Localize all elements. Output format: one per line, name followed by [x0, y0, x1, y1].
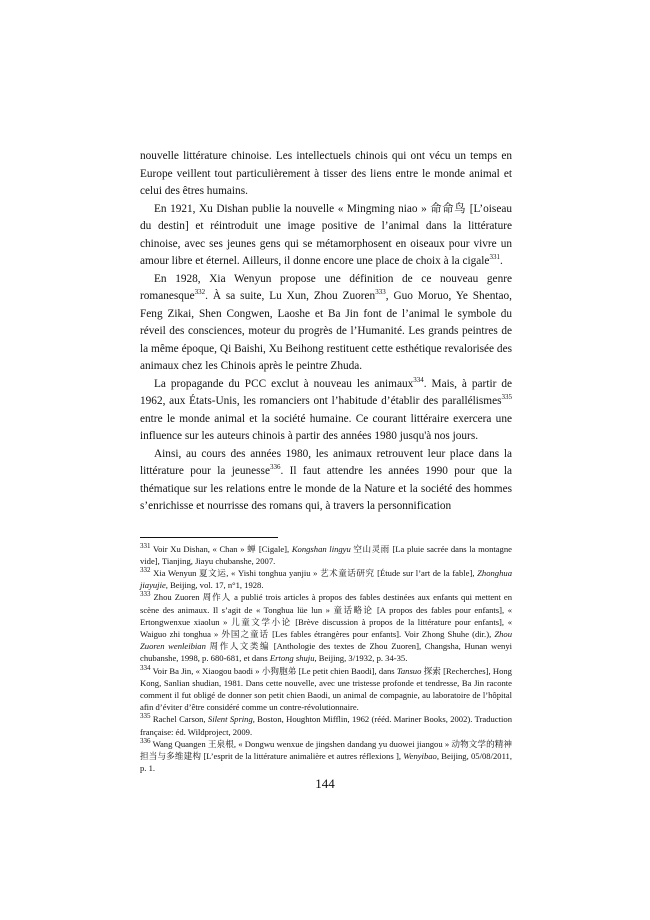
footnote-number: 336 — [140, 736, 151, 745]
footnote-title: Zhou Zuoren wenleibian — [140, 628, 512, 652]
footnote-ref[interactable]: 334 — [413, 375, 424, 384]
paragraph-text: entre le monde animal et la société humaine. Ce courant littéraire exercera une influence sur les auteurs chinois à partir des années 1980 jusqu'à nos jours. — [140, 412, 512, 442]
paragraph-text: La propagande du PCC exclut à nouveau les animaux — [154, 377, 414, 390]
footnote-text: 周作人文类编 [Anthologie des textes de Zhou Zuoren], Changsha, Hunan wenyi chubanshe, 1998, p. 680-681, et dans — [140, 641, 512, 664]
paragraph — [140, 271, 512, 376]
paragraph-text: . — [499, 255, 503, 267]
footnote-text: Xia Wenyun 夏文运, « Yishi tonghua yanjiu » 艺术童话研究 [Étude sur l’art de la fable], — [150, 567, 478, 578]
footnote-text: 空山灵雨 [La pluie sacrée dans la montagne vide], Tianjing, Jiayu chubanshe, 2007. — [140, 543, 512, 566]
paragraph-text: . Il faut attendre les années 1990 pour que la thématique sur les relations entre le monde de la Nature et la société des hommes s’enrichisse et nourrisse des romans qui, à travers la personnification — [140, 465, 513, 512]
footnote-text: Voir Xu Dishan, « Chan » 蝉 [Cigale], — [150, 543, 292, 554]
footnote-ref[interactable]: 335 — [501, 393, 512, 402]
paragraph-text: Ainsi, au cours des années 1980, les animaux retrouvent leur place dans la littérature pour la jeunesse — [140, 447, 512, 477]
footnote-number: 333 — [140, 590, 151, 599]
page-number: 144 — [315, 776, 335, 791]
paragraph — [140, 148, 512, 201]
footnote-text: Zhou Zuoren 周作人 a publié trois articles à propos des fables destinées aux enfants qui mettent en scène des animaux. Il s’agit de « Tonghua lüe lun » 童话略论 [A propos des fables pour enfants], « Ertongwenxue xiaolun » 儿童文学小论 [Brève discussion à propos de la littérature pour enfants], « Waiguo zhi tonghua » 外国之童话 [Les fables étrangères pour enfants]. Voir Zhong Shuhe (dir.), — [140, 592, 512, 639]
footnote-text: Wang Quangen 王泉根, « Dongwu wenxue de jingshen dandang yu duowei jiangou » 动物文学的精神担当与多维建构 [L’esprit de la littérature animalière et autres réflexions ], — [140, 738, 512, 761]
footnote-ref[interactable]: 332 — [194, 288, 206, 297]
footnote-title: Zhonghua jiayujie, — [140, 567, 512, 591]
footnote-ref[interactable]: 331 — [489, 253, 500, 262]
footnote-335 — [140, 713, 512, 737]
footnote-title: Kongshan lingyu — [291, 543, 351, 554]
footnote-number: 335 — [140, 712, 151, 721]
footnote-number: 334 — [140, 663, 151, 672]
footnote-333 — [140, 591, 512, 664]
footnote-336 — [140, 738, 512, 775]
footnote-ref[interactable]: 336 — [269, 463, 281, 472]
footnote-text: 探索 [Recherches], Hong Kong, Sanlian shudian, 1981. Dans cette nouvelle, avec une tristesse profonde et tendresse, Ba Jin raconte comment il fut obligé de donner son petit chien Baodi, un animal de compagnie, au laboratoire de l’hôpital afin d’éviter d’être considéré comme un contre-révolutionnaire. — [140, 665, 512, 713]
paragraph-text: En 1928, Xia Wenyun propose une définition de ce nouveau genre romanesque — [140, 272, 512, 302]
paragraph-text: En 1921, Xu Dishan publie la nouvelle « Mingming niao » 命命鸟 [L’oiseau du destin] et réintroduit une image positive de l’animal dans la littérature chinoise, avec ses jeunes gens qui se métamorphosent en oiseaux pour vivre un amour libre et éternel. Ailleurs, il donne encore une place de choix à la cigale — [140, 202, 512, 267]
paragraph-text: . À sa suite, Lu Xun, Zhou Zuoren — [205, 290, 376, 302]
footnote-title: Ertong shuju — [269, 653, 315, 664]
page-content — [140, 148, 512, 774]
footnote-text: Voir Ba Jin, « Xiaogou baodi » 小狗胞弟 [Le petit chien Baodi], dans — [150, 665, 397, 676]
footnote-text: Beijing, 05/08/2011, p. 1. — [140, 750, 512, 774]
footnote-number: 332 — [140, 566, 151, 575]
footnote-title: Wenyibao, — [403, 750, 439, 761]
paragraph-text: . Mais, à partir de 1962, aux États-Unis, les romanciers ont l’habitude d’établir des parallélismes — [140, 377, 512, 407]
footnote-332 — [140, 567, 512, 591]
footnote-number: 331 — [140, 541, 151, 550]
paragraph-text: , Guo Moruo, Ye Shentao, Feng Zikai, Shen Congwen, Laoshe et Ba Jin font de l’animal le symbole du réveil des consciences, moteur du progrès de l’Humanité. Les grands peintres de la même époque, Qi Baishi, Xu Beihong restituent cette esthétique revalorisée des animaux chez les Chinois après le peintre Zhuda. — [140, 290, 512, 372]
footnote-title: Tansuo — [396, 665, 422, 676]
footnote-title: Silent Spring — [207, 714, 253, 725]
paragraph — [140, 201, 512, 271]
footnote-text: , Beijing, 3/1932, p. 34-35. — [314, 653, 408, 664]
footnote-334 — [140, 665, 512, 714]
paragraph — [140, 376, 512, 446]
footnote-331 — [140, 543, 512, 567]
footnote-text: Beijing, vol. 17, n°1, 1928. — [167, 580, 264, 591]
paragraph-text: nouvelle littérature chinoise. Les intellectuels chinois qui ont vécu un temps en Europe veillent tout particulièrement à tisser des liens entre le monde animal et celui des êtres humains. — [140, 150, 512, 197]
footnote-divider — [140, 537, 278, 538]
footnote-text: Rachel Carson, — [150, 714, 208, 725]
paragraph — [140, 446, 512, 516]
footnote-ref[interactable]: 333 — [375, 288, 386, 297]
footnote-text: , Boston, Houghton Mifflin, 1962 (rééd. Mariner Books, 2002). Traduction française: éd. Wildproject, 2009. — [140, 714, 512, 737]
